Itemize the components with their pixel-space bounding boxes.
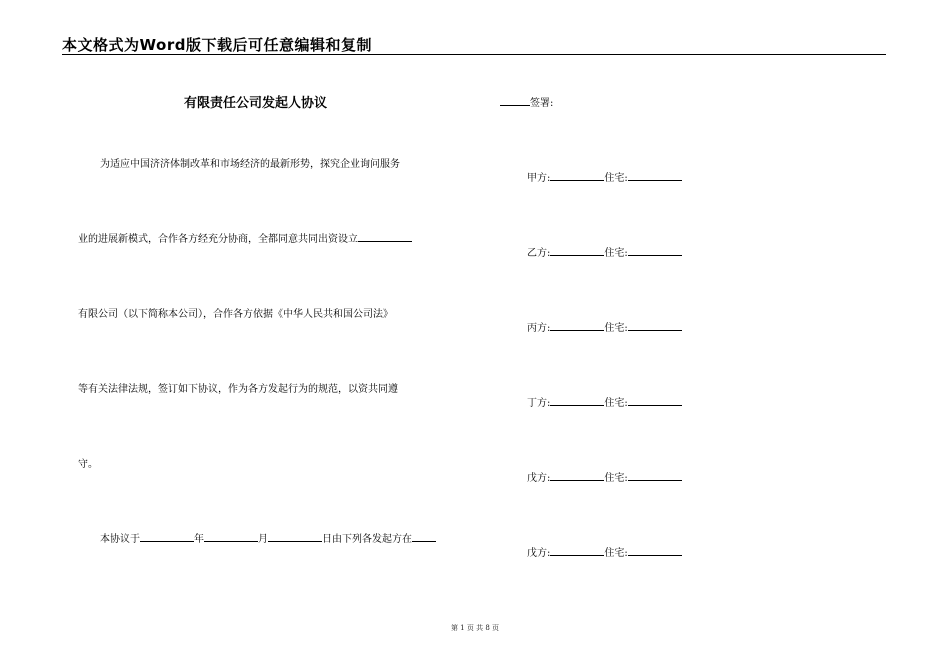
- blank-place: [412, 532, 436, 542]
- party-row: 甲方: 住宅:: [527, 169, 682, 184]
- blank-address: [628, 246, 682, 256]
- blank-party-name: [550, 171, 604, 181]
- blank-party-name: [550, 321, 604, 331]
- party-row: 戊方: 住宅:: [527, 544, 682, 559]
- blank-address: [628, 546, 682, 556]
- blank-day: [268, 532, 322, 542]
- blank-month: [204, 532, 258, 542]
- page-number: 1: [460, 624, 465, 632]
- paragraph-line: 本协议于 年 月 日由下列各发起方在: [100, 530, 436, 545]
- party-row: 丙方: 住宅:: [527, 319, 682, 334]
- blank-party-name: [550, 471, 604, 481]
- page-footer: 第 1 页 共 8 页: [450, 624, 500, 632]
- page-total: 8: [485, 624, 490, 632]
- blank-party-name: [550, 546, 604, 556]
- document-header: 本文格式为Word版下载后可任意编辑和复制: [62, 36, 372, 54]
- paragraph-line: 守。: [78, 459, 98, 470]
- blank-address: [628, 171, 682, 181]
- paragraph-line: 为适应中国济济体制改革和市场经济的最新形势，探究企业询问服务: [100, 159, 400, 170]
- blank-party-name: [550, 396, 604, 406]
- party-row: 丁方: 住宅:: [527, 394, 682, 409]
- blank-address: [628, 321, 682, 331]
- page-title: 有限责任公司发起人协议: [184, 96, 328, 111]
- blank-address: [628, 471, 682, 481]
- header-rule: [62, 54, 886, 55]
- blank-company-name: [358, 232, 412, 242]
- blank-address: [628, 396, 682, 406]
- blank-year: [140, 532, 194, 542]
- party-row: 乙方: 住宅:: [527, 244, 682, 259]
- paragraph-line: 业的进展新模式，合作各方经充分协商，全都同意共同出资设立: [78, 230, 412, 245]
- blank-signature: [500, 96, 530, 106]
- blank-party-name: [550, 246, 604, 256]
- party-row: 戊方: 住宅:: [527, 469, 682, 484]
- signature-heading: 签署:: [500, 94, 553, 109]
- paragraph-line: 有限公司（以下简称本公司），合作各方依据《中华人民共和国公司法》: [78, 309, 393, 320]
- paragraph-line: 等有关法律法规，签订如下协议，作为各方发起行为的规范，以资共同遵: [78, 384, 398, 395]
